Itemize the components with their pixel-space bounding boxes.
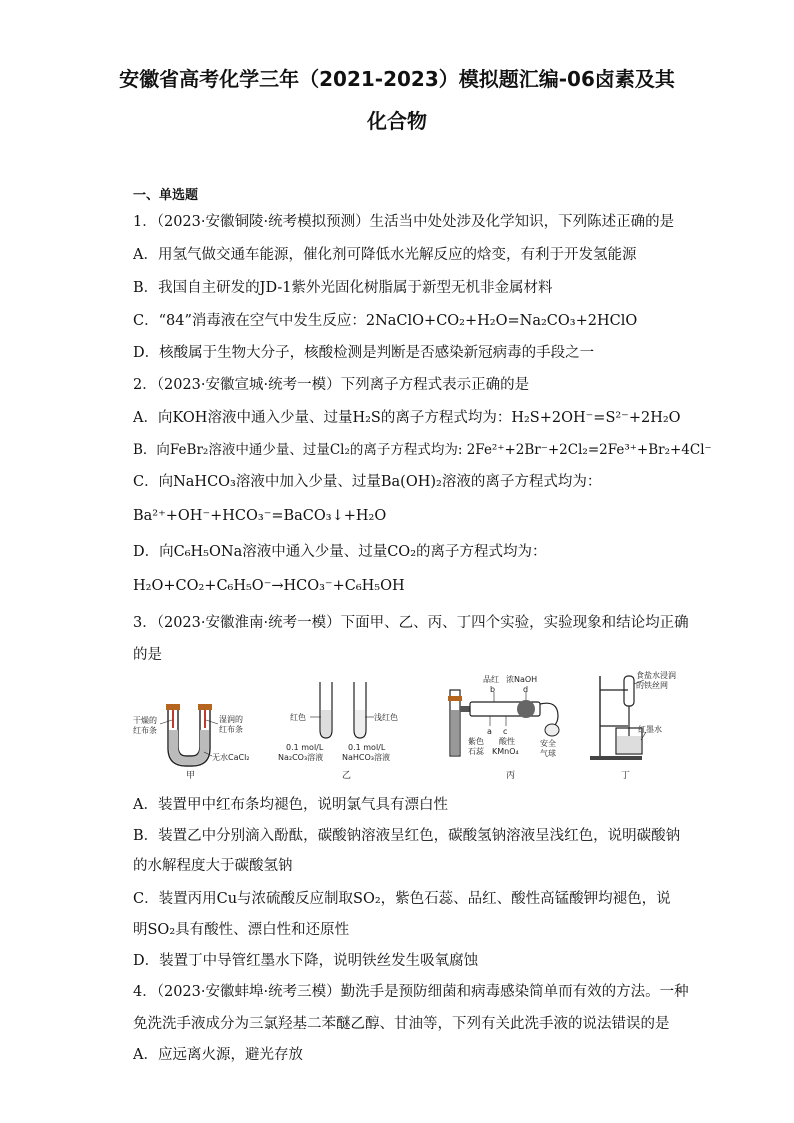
question-1-option-c: C．“84”消毒液在空气中发生反应：2NaClO+CO₂+H₂O=Na₂CO₃+2HClO bbox=[133, 313, 638, 329]
yi-caption: 乙 bbox=[342, 771, 352, 781]
question-3-stem-cont: 的是 bbox=[133, 647, 162, 663]
apparatus-jia bbox=[133, 704, 250, 781]
question-1-option-d: D．核酸属于生物大分子，核酸检测是判断是否感染新冠病毒的手段之一 bbox=[133, 345, 595, 361]
question-2-option-b: B．向FeBr₂溶液中通少量、过量Cl₂的离子方程式均为: 2Fe²⁺+2Br⁻+2Cl₂=2Fe³⁺+Br₂+4Cl⁻ bbox=[133, 442, 712, 458]
ding-label-ink: 红墨水 bbox=[638, 725, 662, 734]
bing-label-litmus1: 紫色 bbox=[468, 737, 484, 746]
doc-title-line1: 安徽省高考化学三年（2021-2023）模拟题汇编-06卤素及其 bbox=[119, 67, 675, 91]
question-2-option-d-equation: H₂O+CO₂+C₆H₅O⁻→HCO₃⁻+C₆H₅OH bbox=[133, 578, 405, 594]
jia-caption: 甲 bbox=[186, 771, 196, 781]
ding-label-wire1: 食盐水浸润 bbox=[636, 671, 676, 680]
question-4-stem: 4．（2023·安徽蚌埠·统考三模）勤洗手是预防细菌和病毒感染简单而有效的方法。一种 bbox=[133, 984, 689, 1000]
jia-label-agent: 无水CaCl₂ bbox=[212, 753, 250, 762]
bing-label-c: c bbox=[503, 727, 508, 736]
doc-title-line2: 化合物 bbox=[367, 109, 427, 133]
question-2-option-d: D．向C₆H₅ONa溶液中通入少量、过量CO₂的离子方程式均为： bbox=[133, 544, 547, 560]
bing-label-pinhong: 品红 bbox=[483, 675, 499, 684]
section-heading: 一、单选题 bbox=[133, 188, 199, 203]
question-3-option-c: C．装置丙用Cu与浓硫酸反应制取SO₂，紫色石蕊、品红、酸性高锰酸钾均褪色，说 bbox=[133, 891, 671, 907]
jia-label-dry: 干燥的 bbox=[133, 716, 157, 725]
question-2-option-a: A．向KOH溶液中通入少量、过量H₂S的离子方程式均为：H₂S+2OH⁻=S²⁻+2H₂O bbox=[133, 410, 681, 426]
question-4-stem-cont: 免洗洗手液成分为三氯羟基二苯醚乙醇、甘油等，下列有关此洗手液的说法错误的是 bbox=[133, 1016, 670, 1032]
bing-caption: 丙 bbox=[506, 771, 516, 781]
jia-label-dry2: 红布条 bbox=[133, 726, 157, 735]
question-1-option-b: B．我国自主研发的JD-1紫外光固化树脂属于新型无机非金属材料 bbox=[133, 280, 553, 296]
experiment-figure bbox=[128, 670, 676, 790]
apparatus-bing bbox=[448, 674, 559, 781]
yi-label-light-red: 浅红色 bbox=[374, 713, 398, 722]
yi-left-conc: 0.1 mol/L bbox=[286, 743, 324, 752]
question-3-stem: 3．（2023·安徽淮南·统考一模）下面甲、乙、丙、丁四个实验，实验现象和结论均正确 bbox=[133, 615, 689, 631]
yi-label-red: 红色 bbox=[290, 713, 306, 722]
yi-right-solution: NaHCO₃溶液 bbox=[342, 753, 390, 762]
yi-right-conc: 0.1 mol/L bbox=[348, 743, 386, 752]
ding-label-wire2: 的铁丝网 bbox=[636, 681, 668, 690]
jia-label-wet2: 红布条 bbox=[219, 725, 243, 734]
bing-label-kmno4-2: KMnO₄ bbox=[492, 747, 519, 756]
question-1-stem: 1．（2023·安徽铜陵·统考模拟预测）生活当中处处涉及化学知识，下列陈述正确的是 bbox=[133, 214, 675, 230]
question-3-option-d: D．装置丁中导管红墨水下降，说明铁丝发生吸氧腐蚀 bbox=[133, 953, 479, 969]
question-2-option-c-equation: Ba²⁺+OH⁻+HCO₃⁻=BaCO₃↓+H₂O bbox=[133, 508, 387, 524]
bing-label-ball2: 气球 bbox=[540, 749, 556, 758]
question-1-option-a: A．用氢气做交通车能源，催化剂可降低水光解反应的焓变，有利于开发氢能源 bbox=[133, 247, 637, 263]
question-3-option-b-cont: 的水解程度大于碳酸氢钠 bbox=[133, 858, 293, 874]
bing-label-naoh: 浓NaOH bbox=[506, 675, 538, 684]
bing-label-kmno4-1: 酸性 bbox=[499, 737, 515, 746]
jia-label-wet: 湿润的 bbox=[219, 715, 243, 724]
question-3-option-b: B．装置乙中分别滴入酚酞，碳酸钠溶液呈红色，碳酸氢钠溶液呈浅红色，说明碳酸钠 bbox=[133, 828, 681, 844]
bing-label-litmus2: 石蕊 bbox=[468, 747, 484, 756]
apparatus-ding bbox=[590, 670, 676, 781]
yi-left-solution: Na₂CO₃溶液 bbox=[278, 753, 324, 762]
question-2-option-c: C．向NaHCO₃溶液中加入少量、过量Ba(OH)₂溶液的离子方程式均为： bbox=[133, 474, 602, 490]
apparatus-yi bbox=[278, 682, 398, 781]
bing-label-a: a bbox=[487, 727, 492, 736]
question-2-stem: 2．（2023·安徽宣城·统考一模）下列离子方程式表示正确的是 bbox=[133, 377, 530, 393]
question-4-option-a: A．应远离火源，避光存放 bbox=[133, 1047, 303, 1063]
bing-label-d: d bbox=[523, 685, 529, 694]
bing-label-ball1: 安全 bbox=[540, 739, 556, 748]
question-3-option-c-cont: 明SO₂具有酸性、漂白性和还原性 bbox=[133, 922, 350, 938]
ding-caption: 丁 bbox=[621, 771, 631, 781]
bing-label-b: b bbox=[490, 685, 496, 694]
question-3-option-a: A．装置甲中红布条均褪色，说明氯气具有漂白性 bbox=[133, 797, 448, 813]
